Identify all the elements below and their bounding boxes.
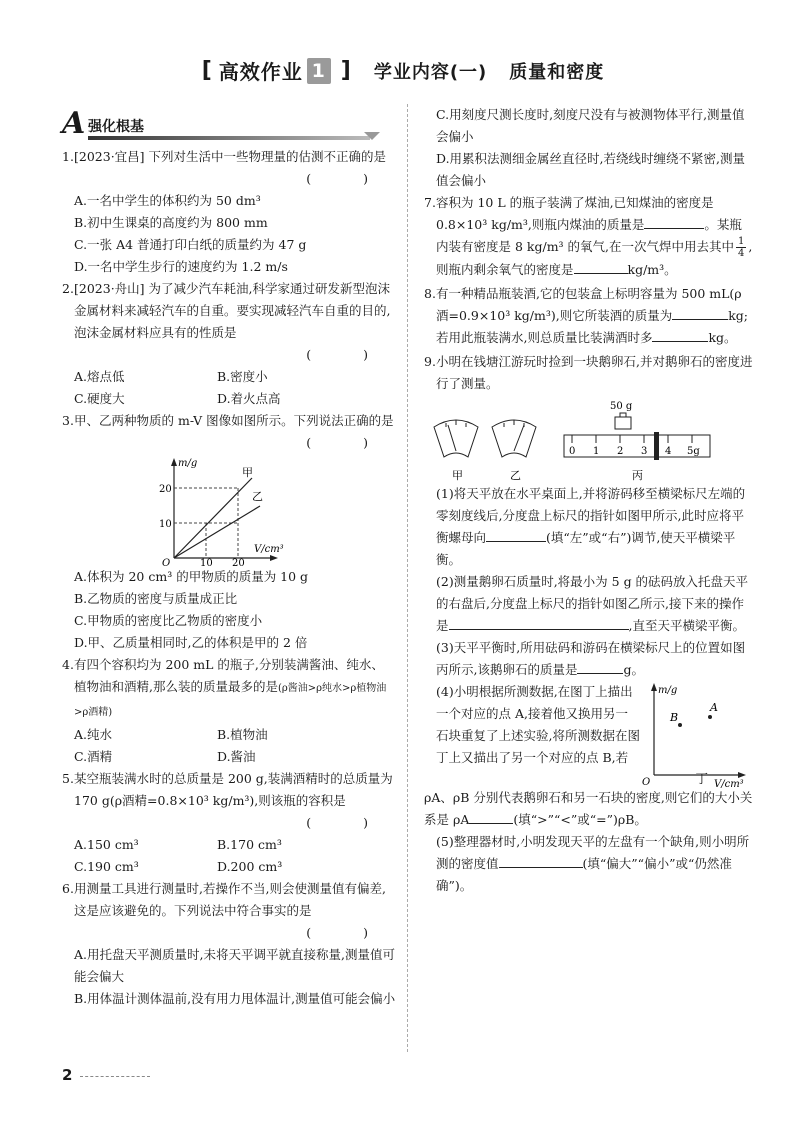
x-axis-arrow-icon xyxy=(738,772,746,778)
question-number: 9. xyxy=(424,354,436,369)
question-number: 8. xyxy=(424,286,436,301)
section-letter: A xyxy=(62,106,86,141)
question-1 xyxy=(62,146,396,278)
ruler-tick-3: 3 xyxy=(641,446,648,457)
option-d: D.酱油 xyxy=(217,749,256,764)
q7-text-2: 。某瓶内装有密度是 8 kg/m³ 的氧气,在一次气焊中用去其中 xyxy=(436,217,742,254)
options-row xyxy=(62,856,396,878)
y-tick-20: 20 xyxy=(159,484,172,495)
option-d: D.着火点高 xyxy=(217,391,281,406)
question-5 xyxy=(62,768,396,878)
question-2 xyxy=(62,278,396,410)
graph-caption-ding: 丁 xyxy=(695,771,708,786)
answer-paren: ( ) xyxy=(306,815,392,830)
y-axis-arrow-icon xyxy=(171,458,177,466)
option-b: B.170 cm³ xyxy=(217,837,282,852)
right-column xyxy=(424,104,754,897)
question-stem: [2023·舟山] 为了减少汽车耗油,科学家通过研发新型泡沫金属材料来减轻汽车的自重。要实现减轻汽车自重的目的,泡沫金属材料应具有的性质是 xyxy=(74,281,391,340)
q7-text-3: ,则瓶内剩余氧气的密度是 xyxy=(436,239,753,277)
question-number: 1. xyxy=(62,149,74,164)
page-number: 2 xyxy=(62,1066,73,1084)
answer-blank-mass-diff[interactable] xyxy=(652,328,708,342)
header-subtitle: 学业内容(一) xyxy=(373,61,488,83)
point-a xyxy=(708,715,712,719)
question-number: 2. xyxy=(62,281,74,296)
option-b: B.乙物质的密度与质量成正比 xyxy=(74,591,238,606)
ruler-tick-5: 5g xyxy=(687,446,700,457)
option-c: C.硬度大 xyxy=(74,391,125,406)
option-c: C.用刻度尺测长度时,刻度尺没有与被测物体平行,测量值会偏小 xyxy=(436,107,745,144)
options-row xyxy=(62,366,396,388)
option-a: A.体积为 20 cm³ 的甲物质的质量为 10 g xyxy=(74,569,309,584)
step-4-text: (4)小明根据所测数据,在图丁上描出一个对应的点 A,接着他又换用另一石块重复了上述实验,将所测数据在图丁上又描出了另一个对应的点 B,若 xyxy=(436,684,640,765)
point-b xyxy=(678,723,682,727)
origin-label: O xyxy=(642,777,651,788)
section-header xyxy=(62,106,396,141)
question-3 xyxy=(62,410,396,654)
answer-blank-operation[interactable] xyxy=(449,616,629,630)
question-7 xyxy=(424,192,754,281)
page-header xyxy=(0,56,800,90)
y-axis-arrow-icon xyxy=(651,683,657,691)
fig-label-yi: 乙 xyxy=(510,469,521,482)
options-row xyxy=(62,746,396,768)
options-row xyxy=(62,724,396,746)
option-d: D.甲、乙质量相同时,乙的体积是甲的 2 倍 xyxy=(74,635,308,650)
header-title-group xyxy=(196,56,605,85)
step-5-text: (5)整理器材时,小明发现天平的左盘有一个缺角,则小明所测的密度值 xyxy=(436,834,750,871)
question-stem: 有四个容积均为 200 mL 的瓶子,分别装满酱油、纯水、植物油和酒精,那么装的质量最多的是 xyxy=(74,657,384,694)
bracket-close: ] xyxy=(340,58,352,83)
line-jia-label: 甲 xyxy=(242,466,253,479)
option-b: B.植物油 xyxy=(217,727,268,742)
option-c: C.甲物质的密度比乙物质的密度小 xyxy=(74,613,263,628)
ruler-tick-0: 0 xyxy=(569,446,576,457)
step-1-text: (1)将天平放在水平桌面上,并将游码移至横梁标尺左端的零刻度线后,分度盘上标尺的指针如图甲所示,此时应将平衡螺母向 xyxy=(436,486,746,545)
step-3-text-end: g。 xyxy=(623,662,644,677)
option-a: A.用托盘天平测质量时,未将天平调平就直接称量,测量值可能会偏大 xyxy=(74,947,395,984)
answer-paren: ( ) xyxy=(306,347,392,362)
question-number: 6. xyxy=(62,881,74,896)
rider-icon xyxy=(654,432,659,460)
option-c: C.一张 A4 普通打印白纸的质量约为 47 g xyxy=(74,237,307,252)
question-stem: 小明在钱塘江游玩时捡到一块鹅卵石,并对鹅卵石的密度进行了测量。 xyxy=(436,354,753,391)
option-a: A.150 cm³ xyxy=(74,837,139,852)
mass-volume-graph xyxy=(62,454,396,566)
answer-blank-wine-mass[interactable] xyxy=(672,306,728,320)
homework-title: 高效作业 xyxy=(218,60,303,84)
option-a: A.纯水 xyxy=(74,727,113,742)
origin-label: O xyxy=(162,558,171,566)
option-b: B.密度小 xyxy=(217,369,268,384)
options-row xyxy=(62,834,396,856)
point-b-label: B xyxy=(670,711,679,724)
answer-blank-density-result[interactable] xyxy=(499,854,583,868)
question-6 xyxy=(62,878,396,1010)
question-stem: 甲、乙两种物质的 m-V 图像如图所示。下列说法正确的是 xyxy=(74,413,394,428)
option-d: D.200 cm³ xyxy=(217,859,283,874)
density-note: (ρ酱油>ρ纯水>ρ植物油>ρ酒精) xyxy=(74,683,387,718)
option-b: B.初中生课桌的高度约为 800 mm xyxy=(74,215,268,230)
options-row xyxy=(62,388,396,410)
option-a: A.一名中学生的体积约为 50 dm³ xyxy=(74,193,261,208)
x-axis-label: V/cm³ xyxy=(714,779,744,790)
y-axis-label: m/g xyxy=(658,685,678,696)
question-8 xyxy=(424,283,754,349)
q8-text-2: kg;若用此瓶装满水,则总质量比装满酒时多 xyxy=(436,308,749,345)
answer-blank-stone-mass[interactable] xyxy=(577,660,623,674)
question-number: 7. xyxy=(424,195,436,210)
dial-jia-icon xyxy=(434,420,478,457)
fig-label-bing: 丙 xyxy=(632,469,643,482)
section-label: 强化根基 xyxy=(88,119,144,135)
step-4-compare-end: (填“>”“<”或“=”)ρB。 xyxy=(513,812,647,827)
weight-icon xyxy=(615,413,631,429)
step-1-text-end: (填“左”或“右”)调节,使天平横梁平衡。 xyxy=(436,530,736,567)
column-divider xyxy=(407,104,408,1052)
fig-label-jia: 甲 xyxy=(452,469,463,482)
question-stem: [2023·宜昌] 下列对生活中一些物理量的估测不正确的是 xyxy=(74,149,387,164)
ruler-tick-2: 2 xyxy=(617,446,624,457)
ruler-tick-4: 4 xyxy=(665,446,672,457)
option-a: A.熔点低 xyxy=(74,369,125,384)
section-rule xyxy=(88,136,370,140)
answer-blank-mass[interactable] xyxy=(644,215,704,229)
q8-text-1: 有一种精品瓶装酒,它的包装盒上标明容量为 500 mL(ρ酒=0.9×10³ kg/m³),则它所装酒的质量为 xyxy=(436,286,742,323)
step-3-text: (3)天平平衡时,所用砝码和游码在横梁标尺上的位置如图丙所示,该鹅卵石的质量是 xyxy=(436,640,746,677)
dial-yi-icon xyxy=(492,420,536,457)
q7-text-4: kg/m³。 xyxy=(627,262,677,277)
y-axis-label: m/g xyxy=(178,458,198,469)
x-tick-20: 20 xyxy=(232,558,245,566)
bracket-open: [ xyxy=(201,58,213,83)
option-c: C.190 cm³ xyxy=(74,859,139,874)
question-number: 3. xyxy=(62,413,74,428)
step-5-text-end: (填“偏大”“偏小”或“仍然准确”)。 xyxy=(436,856,732,893)
answer-blank-direction[interactable] xyxy=(486,528,546,542)
question-9 xyxy=(424,351,754,897)
x-axis-arrow-icon xyxy=(270,555,278,561)
question-number: 5. xyxy=(62,771,74,786)
option-c: C.酒精 xyxy=(74,749,113,764)
homework-number-badge: 1 xyxy=(307,58,331,84)
answer-paren: ( ) xyxy=(306,435,392,450)
question-stem: 某空瓶装满水时的总质量是 200 g,装满酒精时的总质量为 170 g(ρ酒精=0.8×10³ kg/m³),则该瓶的容积是 xyxy=(74,771,393,808)
question-6-continued xyxy=(424,104,754,192)
x-axis-label: V/cm³ xyxy=(254,544,284,555)
balance-figures xyxy=(424,399,754,483)
point-a-label: A xyxy=(710,701,718,714)
section-triangle-icon xyxy=(364,132,380,140)
footer-rule xyxy=(80,1076,150,1077)
step-2-text-end: ,直至天平横梁平衡。 xyxy=(628,618,745,633)
q7-text-1: 容积为 10 L 的瓶子装满了煤油,已知煤油的密度是 0.8×10³ kg/m³,则瓶内煤油的质量是 xyxy=(436,195,714,232)
answer-blank-density[interactable] xyxy=(574,260,628,274)
step-4-compare-text: ρA、ρB 分别代表鹅卵石和另一石块的密度,则它们的大小关系是 ρA xyxy=(424,790,753,827)
answer-paren: ( ) xyxy=(306,171,392,186)
weight-label: 50 g xyxy=(610,401,633,412)
option-d: D.一名中学生步行的速度约为 1.2 m/s xyxy=(74,259,288,274)
option-d: D.用累积法测细金属丝直径时,若绕线时缠绕不紧密,测量值会偏小 xyxy=(436,151,745,188)
y-tick-10: 10 xyxy=(159,519,172,530)
answer-paren: ( ) xyxy=(306,925,392,940)
answer-blank-compare[interactable] xyxy=(469,810,513,824)
line-yi-label: 乙 xyxy=(252,490,263,503)
left-column xyxy=(62,106,396,1010)
option-b: B.用体温计测体温前,没有用力甩体温计,测量值可能会偏小 xyxy=(74,991,396,1006)
ruler-tick-1: 1 xyxy=(593,446,600,457)
x-tick-10: 10 xyxy=(200,558,213,566)
header-topic: 质量和密度 xyxy=(509,61,605,83)
question-stem: 用测量工具进行测量时,若操作不当,则会使测量值有偏差,这是应该避免的。下列说法中符合事实的是 xyxy=(74,881,386,918)
question-number: 4. xyxy=(62,657,74,672)
q8-text-3: kg。 xyxy=(708,330,737,345)
fraction-one-quarter: $\frac{1}{4}$ xyxy=(738,236,745,259)
step-2-text: (2)测量鹅卵石质量时,将最小为 5 g 的砝码放入托盘天平的右盘后,分度盘上标尺的指针如图乙所示,接下来的操作是 xyxy=(436,574,749,633)
question-4 xyxy=(62,654,396,768)
